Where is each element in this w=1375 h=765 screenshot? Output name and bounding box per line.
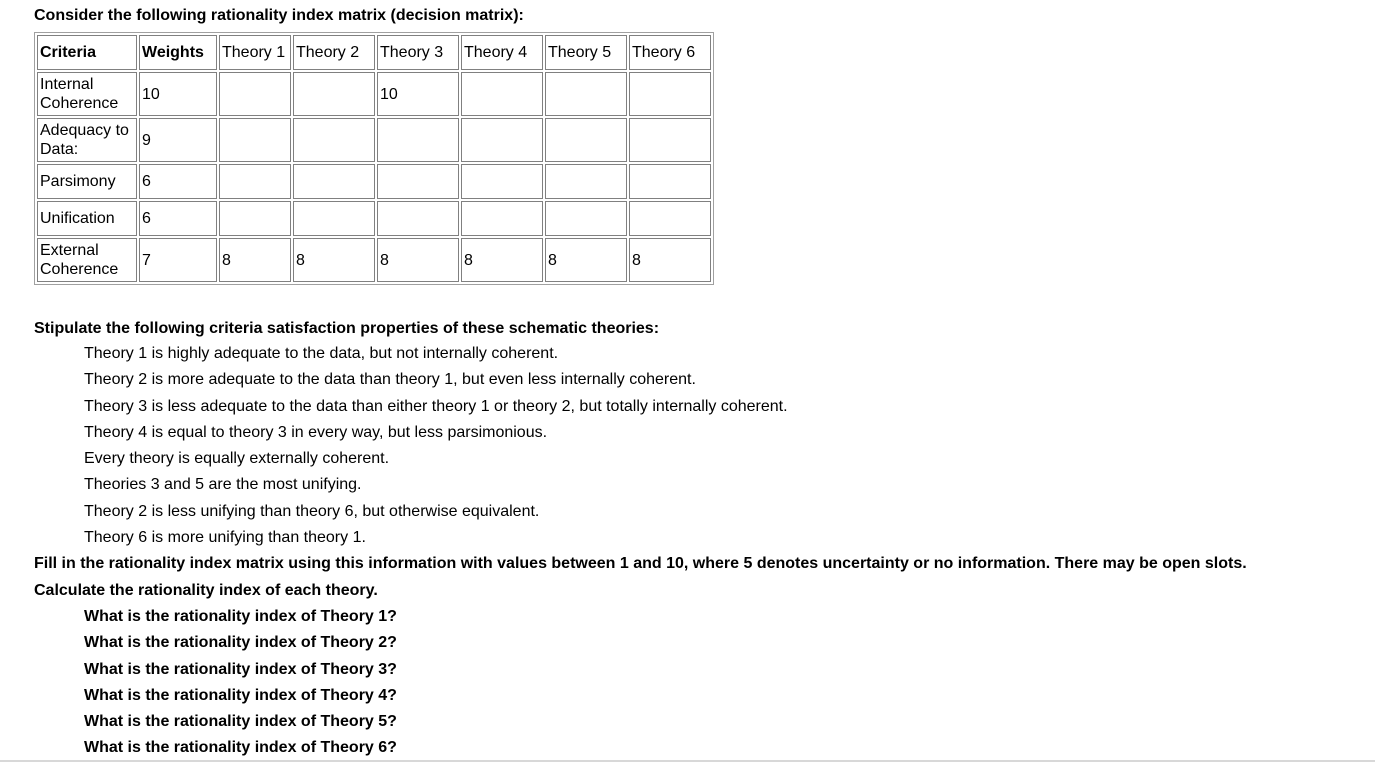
properties-list	[84, 344, 788, 554]
question-item: What is the rationality index of Theory 5?	[84, 713, 397, 731]
theory-1-cell	[219, 201, 291, 236]
theory-3-cell	[377, 164, 459, 199]
question-item: What is the rationality index of Theory 1?	[84, 608, 397, 625]
list-item: Theory 2 is more adequate to the data than theory 1, but even less internally coherent.	[84, 371, 696, 389]
theory-4-cell	[461, 118, 543, 162]
question-item: What is the rationality index of Theory 4?	[84, 686, 397, 704]
criterion-cell: External Coherence	[37, 238, 137, 282]
question-item: What is the rationality index of Theory 3?	[84, 660, 397, 678]
list-item: Theory 6 is more unifying than theory 1.	[84, 529, 366, 547]
weight-cell: 10	[139, 72, 217, 116]
theory-5-cell: 8	[545, 238, 627, 282]
theory-3-cell	[377, 201, 459, 236]
header-theory-3: Theory 3	[377, 35, 459, 70]
theory-1-cell	[219, 164, 291, 199]
theory-3-cell: 8	[377, 238, 459, 282]
header-theory-1: Theory 1	[219, 35, 291, 70]
weight-cell: 9	[139, 118, 217, 162]
list-item: Theory 4 is equal to theory 3 in every way, but less parsimonious.	[84, 423, 548, 441]
weight-cell: 6	[139, 164, 217, 199]
theory-4-cell	[461, 164, 543, 199]
theory-5-cell	[545, 201, 627, 236]
theory-1-cell: 8	[219, 238, 291, 282]
question-item: What is the rationality index of Theory 6?	[84, 739, 397, 757]
list-item: Theory 2 is less unifying than theory 6, but otherwise equivalent.	[84, 502, 540, 520]
table-row	[37, 201, 711, 236]
theory-4-cell	[461, 72, 543, 116]
header-theory-6: Theory 6	[629, 35, 711, 70]
weight-cell: 6	[139, 201, 217, 236]
header-theory-4: Theory 4	[461, 35, 543, 70]
table-row	[37, 72, 711, 116]
theory-2-cell	[293, 118, 375, 162]
theory-5-cell	[545, 164, 627, 199]
theory-1-cell	[219, 118, 291, 162]
weight-cell: 7	[139, 238, 217, 282]
list-item: Theory 1 is highly adequate to the data, but not internally coherent.	[84, 345, 559, 362]
list-item: Theory 3 is less adequate to the data than either theory 1 or theory 2, but totally internally coherent.	[84, 397, 788, 415]
theory-2-cell: 8	[293, 238, 375, 282]
theory-6-cell	[629, 118, 711, 162]
matrix-heading: Consider the following rationality index matrix (decision matrix):	[34, 7, 524, 24]
theory-6-cell	[629, 72, 711, 116]
theory-5-cell	[545, 72, 627, 116]
calculate-instruction: Calculate the rationality index of each theory.	[34, 582, 378, 599]
criterion-cell: Adequacy to Data:	[37, 118, 137, 162]
theory-1-cell	[219, 72, 291, 116]
table-header-row	[37, 35, 711, 70]
table-row	[37, 164, 711, 199]
theory-3-cell	[377, 118, 459, 162]
fill-instruction: Fill in the rationality index matrix using this information with values between 1 and 10, where 5 denotes uncertainty or no information. There may be open slots.	[34, 555, 1247, 572]
header-criteria: Criteria	[37, 35, 137, 70]
theory-3-cell: 10	[377, 72, 459, 116]
question-item: What is the rationality index of Theory 2?	[84, 634, 397, 652]
theory-4-cell: 8	[461, 238, 543, 282]
theory-2-cell	[293, 164, 375, 199]
list-item: Every theory is equally externally coherent.	[84, 450, 390, 468]
theory-6-cell	[629, 201, 711, 236]
list-item: Theories 3 and 5 are the most unifying.	[84, 476, 362, 494]
properties-heading: Stipulate the following criteria satisfaction properties of these schematic theories:	[34, 320, 660, 337]
header-theory-2: Theory 2	[293, 35, 375, 70]
theory-6-cell	[629, 164, 711, 199]
questions-list	[84, 607, 397, 765]
theory-4-cell	[461, 201, 543, 236]
criterion-cell: Unification	[37, 201, 137, 236]
theory-5-cell	[545, 118, 627, 162]
criterion-cell: Internal Coherence	[37, 72, 137, 116]
rationality-index-matrix	[34, 32, 714, 285]
table-row	[37, 238, 711, 282]
header-weights: Weights	[139, 35, 217, 70]
theory-6-cell: 8	[629, 238, 711, 282]
theory-2-cell	[293, 72, 375, 116]
criterion-cell: Parsimony	[37, 164, 137, 199]
header-theory-5: Theory 5	[545, 35, 627, 70]
theory-2-cell	[293, 201, 375, 236]
table-row	[37, 118, 711, 162]
